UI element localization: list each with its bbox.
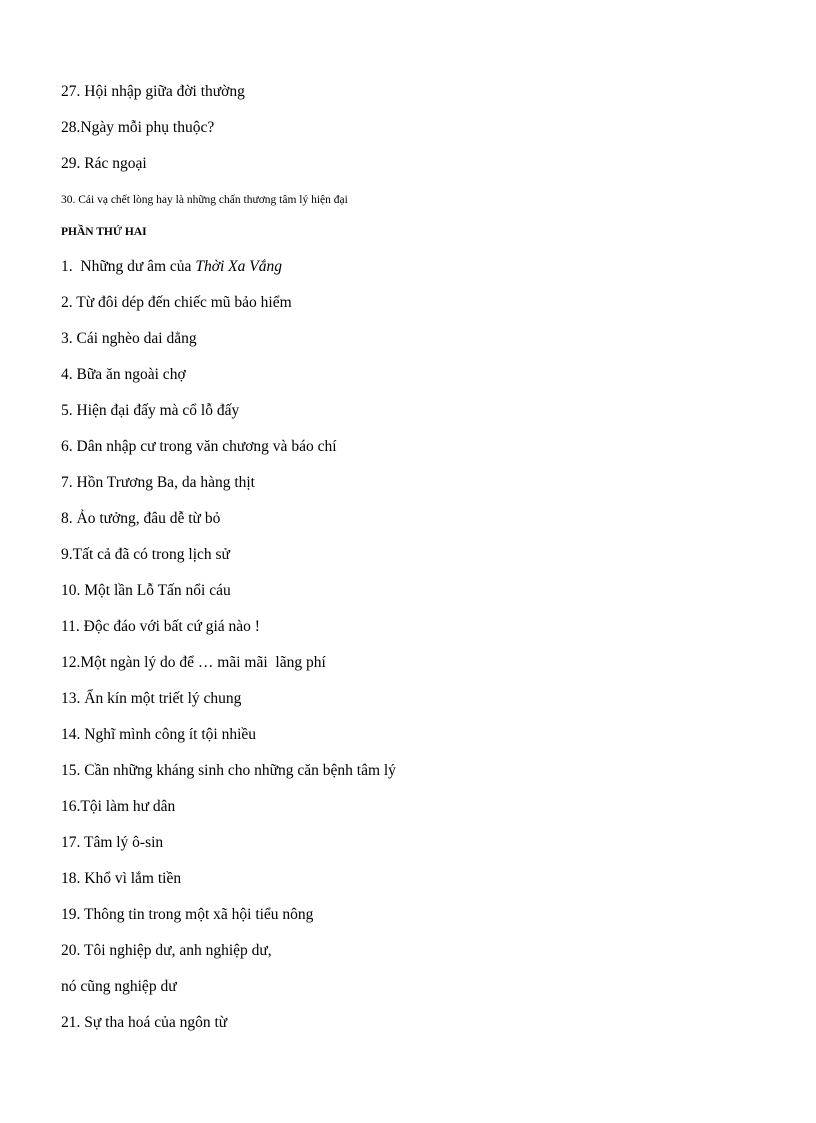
toc-item-20: 20. Tôi nghiệp dư, anh nghiệp dư, — [61, 942, 272, 959]
toc-item-3: 3. Cái nghèo dai dẳng — [61, 330, 197, 347]
toc-item-27: 27. Hội nhập giữa đời thường — [61, 83, 245, 100]
toc-item-10: 10. Một lần Lỗ Tấn nổi cáu — [61, 582, 231, 599]
toc-item-5: 5. Hiện đại đấy mà cổ lỗ đấy — [61, 402, 240, 419]
toc-item-1-prefix: 1. Những dư âm của — [61, 258, 196, 275]
toc-item-11: 11. Độc đáo với bất cứ giá nào ! — [61, 618, 260, 635]
toc-item-16: 16.Tội làm hư dân — [61, 798, 176, 815]
toc-item-1 — [61, 257, 282, 277]
toc-item-19: 19. Thông tin trong một xã hội tiểu nông — [61, 906, 314, 923]
section-heading-part-two: PHẦN THỨ HAI — [61, 226, 147, 238]
toc-item-4: 4. Bữa ăn ngoài chợ — [61, 366, 186, 383]
toc-item-30: 30. Cái vạ chết lòng hay là những chấn thương tâm lý hiện đại — [61, 194, 348, 206]
toc-item-9: 9.Tất cả đã có trong lịch sử — [61, 546, 230, 563]
toc-item-6: 6. Dân nhập cư trong văn chương và báo chí — [61, 438, 337, 455]
toc-item-7: 7. Hồn Trương Ba, da hàng thịt — [61, 474, 255, 491]
toc-item-14: 14. Nghĩ mình công ít tội nhiều — [61, 726, 257, 743]
toc-item-12: 12.Một ngàn lý do để … mãi mãi lãng phí — [61, 654, 326, 671]
toc-item-29: 29. Rác ngoại — [61, 155, 147, 172]
toc-item-15: 15. Cần những kháng sinh cho những căn bệnh tâm lý — [61, 762, 396, 779]
toc-item-1-title: Thời Xa Vắng — [195, 258, 282, 275]
toc-item-28: 28.Ngày mỗi phụ thuộc? — [61, 119, 215, 136]
toc-item-8: 8. Ảo tưởng, đâu dễ từ bỏ — [61, 510, 221, 527]
toc-item-17: 17. Tâm lý ô-sin — [61, 834, 164, 851]
toc-item-2: 2. Từ đôi dép đến chiếc mũ bảo hiểm — [61, 294, 292, 311]
toc-item-21: 21. Sự tha hoá của ngôn từ — [61, 1014, 228, 1031]
toc-item-20-continued: nó cũng nghiệp dư — [61, 978, 177, 995]
toc-item-18: 18. Khổ vì lắm tiền — [61, 870, 182, 887]
toc-item-13: 13. Ẩn kín một triết lý chung — [61, 690, 242, 707]
